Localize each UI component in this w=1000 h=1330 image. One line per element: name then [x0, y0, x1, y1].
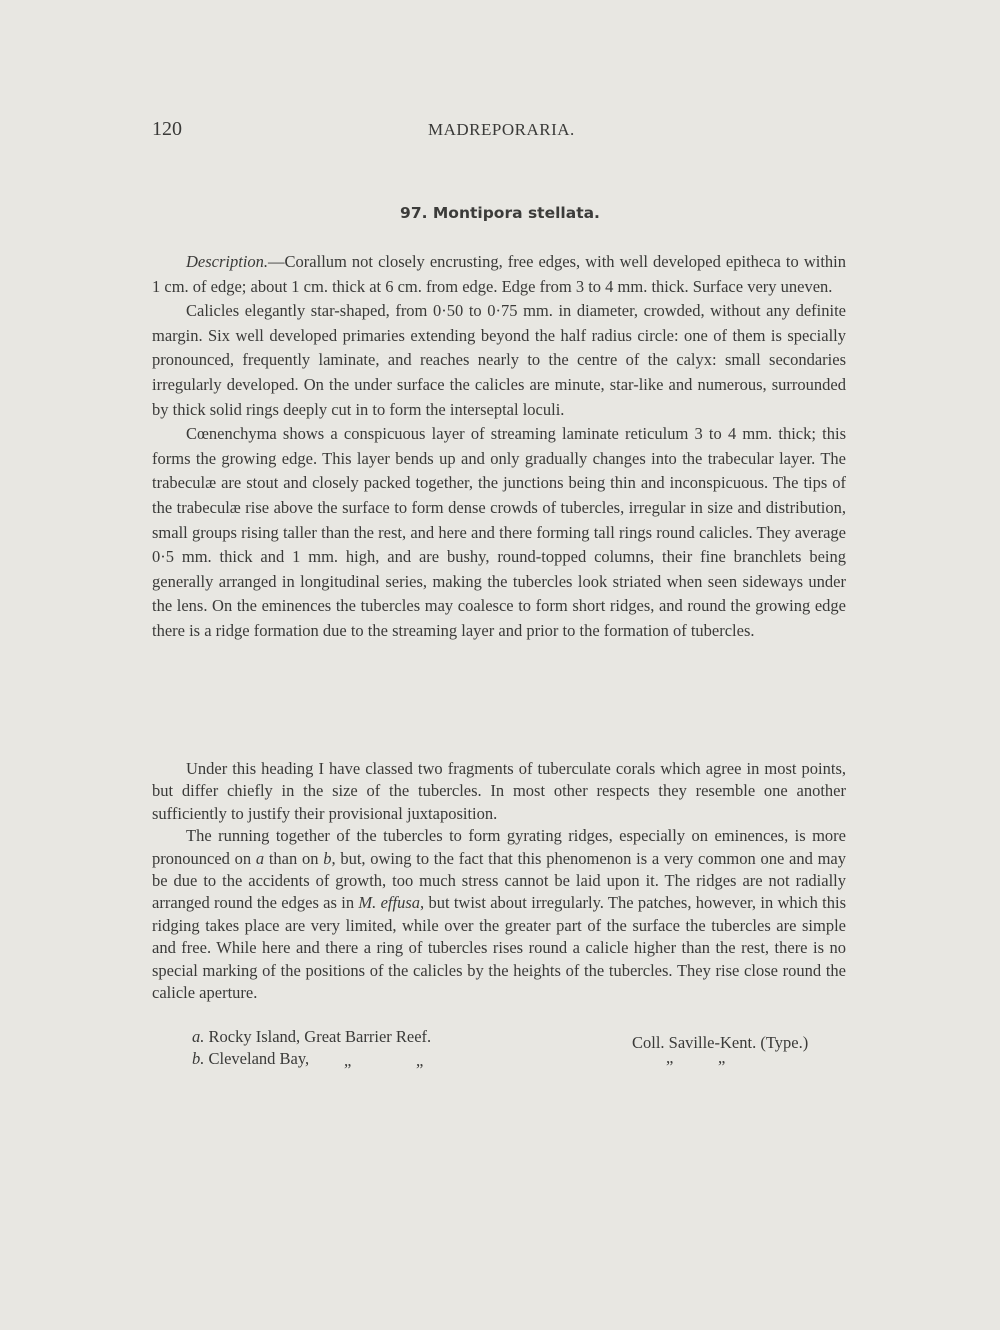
description-text: —Corallum not closely encrusting, free edges, with well developed epitheca to within 1 cm. of edge; about 1 cm. thick at 6 cm. from edge. Edge from 3 to 4 mm. thick. Surface very uneven. — [152, 252, 846, 296]
remarks-text: , but, owing to the fact that this phenomenon is a very common one and may be due to the accidents of growth, too much stress cannot be laid upon it. The ridges are not radially arranged round the edges as in — [152, 848, 846, 913]
remarks-text: The running together of the tubercles to form gyrating ridges, especially on eminences, is more pronounced on — [152, 826, 846, 868]
specimen-collection: Coll. Saville-Kent. (Type.) — [632, 1033, 809, 1052]
specimen-locality — [192, 1026, 431, 1048]
specimen-ref-b: b — [323, 848, 332, 868]
page-number: 120 — [152, 118, 182, 140]
page-header — [152, 118, 842, 146]
remarks-section — [152, 758, 846, 1004]
ditto-mark: „ — [344, 1051, 352, 1070]
species-title: 97. Montipora stellata. — [400, 204, 600, 222]
locality-text: Rocky Island, Great Barrier Reef. — [208, 1027, 432, 1046]
calicles-paragraph: Calicles elegantly star-shaped, from 0·50 to 0·75 mm. in diameter, crowded, without any definite margin. Six well developed primaries extending beyond the half radius circle: one of them is specially pronounced, frequently laminate, and reaches nearly to the centre of the calyx: small secondaries irregularly developed. On the under surface the calicles are minute, star-like and numerous, surrounded by thick solid rings deeply cut in to form the interseptal loculi. — [152, 301, 846, 419]
remarks-paragraph: Under this heading I have classed two fragments of tuberculate corals which agree in most points, but differ chiefly in the size of the tubercles. In most other respects they resemble one another sufficiently to justify their provisional juxtaposition. — [152, 759, 846, 823]
locality-text: Cleveland Bay, — [208, 1049, 310, 1068]
description-section — [152, 250, 846, 644]
remarks-paragraph-2 — [152, 825, 846, 1004]
specimen-list — [192, 1026, 846, 1076]
specimen-letter: a. — [192, 1027, 205, 1046]
ditto-mark: „ — [416, 1051, 424, 1070]
specimen-letter: b. — [192, 1049, 205, 1068]
species-reference: M. effusa — [358, 893, 420, 913]
description-paragraph — [152, 250, 846, 299]
specimen-ref-a: a — [255, 848, 265, 868]
description-lead: Description. — [186, 252, 269, 271]
coenenchyma-paragraph: Cœnenchyma shows a conspicuous layer of streaming laminate reticulum 3 to 4 mm. thick; this forms the growing edge. This layer bends up and only gradually changes into the trabecular layer. The trabeculæ are stout and closely packed together, the junctions being thin and inconspicuous. The tips of the trabeculæ rise above the surface to form dense crowds of tubercles, irregular in size and distribution, small groups rising taller than the rest, and here and there forming tall rings round calicles. They average 0·5 mm. thick and 1 mm. high, and are bushy, round-topped columns, their fine branchlets being generally arranged in longitudinal series, making the tubercles look striated when seen sideways under the lens. On the eminences the tubercles may coalesce to form short ridges, and round the growing edge there is a ridge formation due to the streaming layer and prior to the formation of tubercles. — [152, 424, 846, 640]
remarks-text: , but twist about irregularly. The patches, however, in which this ridging takes place are very limited, while over the greater part of the surface the tubercles are simple and free. While here and there a ring of tubercles rises round a calicle higher than the rest, there is no special marking of the positions of the calicles by the heights of the tubercles. They rise close round the calicle aperture. — [152, 893, 846, 1003]
specimen-entry — [192, 1048, 846, 1076]
specimen-entry — [192, 1026, 846, 1052]
remarks-text: than on — [264, 848, 324, 868]
specimen-locality — [192, 1048, 309, 1070]
ditto-mark: ” — [666, 1057, 674, 1076]
ditto-mark: ” — [718, 1057, 726, 1076]
running-title: MADREPORARIA. — [428, 120, 575, 139]
